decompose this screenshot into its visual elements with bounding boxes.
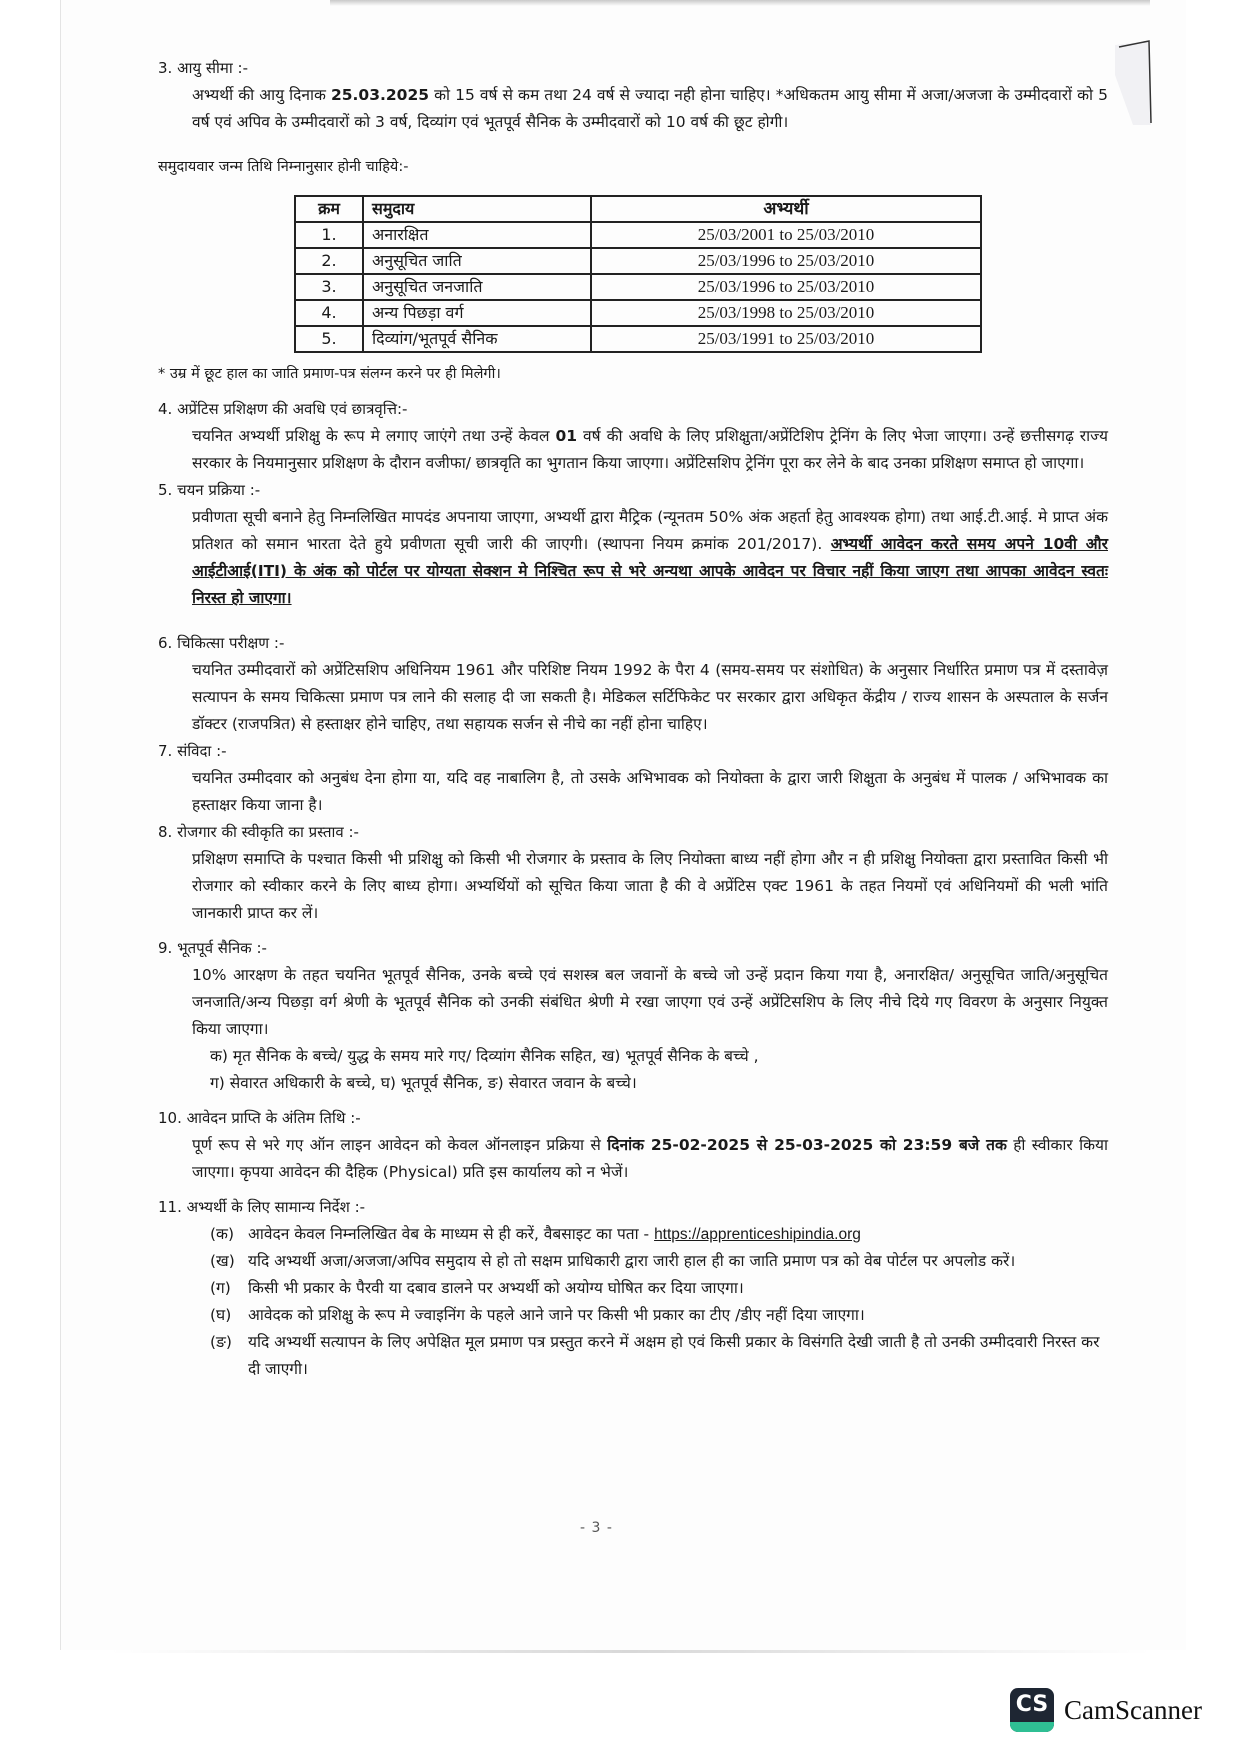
list-item: (क) आवेदन केवल निम्नलिखित वेब के माध्यम से ही करें, वैबसाइट का पता - https://apprenticeshipindia.org [210,1225,861,1243]
camscanner-watermark [1010,1688,1202,1732]
section-selection-process [158,477,1108,612]
section-text: प्रवीणता सूची बनाने हेतु निम्नलिखित मापदंड अपनाया जाएगा, अभ्यर्थी द्वारा मैट्रिक (न्यूनतम 50% अंक अहर्ता हेतु आवश्यक होगा) तथा आई.टी.आई. मे प्राप्त अंक प्रतिशत को समान भारता देते हुये प्रवीणता सूची जारी की जाएगी। (स्थापना नियम क्रमांक 201/2017). अभ्यर्थी आवेदन करते समय अपने 10वी और आईटीआई(ITI) के अंक को पोर्टल पर योग्यता सेक्शन मे निश्चित रूप से भरे अन्यथा आपके आवेदन पर विचार नहीं किया जाएग तथा आपका आवेदन स्वतः निरस्त हो जाएगा। [192,508,1108,607]
camscanner-name: CamScanner [1064,1694,1202,1725]
section-medical-exam [158,630,1108,738]
section-text: चयनित अभ्यर्थी प्रशिक्षु के रूप मे लगाए जाएंगे तथा उन्हें केवल 01 वर्ष की अवधि के लिए प्रशिक्षुता/अप्रेंटिशिप ट्रेनिंग के लिए भेजा जाएगा। उन्हें छत्तीसगढ़ राज्य सरकार के नियमानुसार प्रशिक्षण के दौरान वजीफा/ छात्रवृति का भुगतान किया जाएगा। अप्रेंटिसशिप ट्रेनिंग पूरा कर लेने के बाद उनका प्रशिक्षण समाप्त हो जाएगा। [192,427,1108,472]
priority-list [210,1043,1108,1097]
col-header-sn: क्रम [295,196,363,222]
section-heading: 6. चिकित्सा परीक्षण :- [158,634,285,652]
page-corner-fold-icon [1115,35,1157,125]
section-training-duration [158,396,1108,477]
section-heading: 5. चयन प्रक्रिया :- [158,481,261,499]
section-text: चयनित उम्मीदवार को अनुबंध देना होगा या, यदि वह नाबालिग है, तो उसके अभिभावक को नियोक्ता के द्वारा जारी शिक्षुता के अनुबंध में पालक / अभिभावक का हस्ताक्षर किया जाना है। [192,769,1108,814]
camscanner-logo-icon: CS [1010,1688,1054,1732]
section-ex-servicemen [158,935,1108,1097]
section-text: अभ्यर्थी की आयु दिनाक 25.03.2025 को 15 वर्ष से कम तथा 24 वर्ष से ज्यादा नही होना चाहिए। *अधिकतम आयु सीमा में अजा/अजजा के उम्मीदवारों को 5 वर्ष एवं अपिव के उम्मीदवारों को 3 वर्ष, दिव्यांग एवं भूतपूर्व सैनिक के उम्मीदवारों को 10 वर्ष की छूट होगी। [192,86,1108,131]
section-last-date [158,1105,1108,1186]
section-age-limit [158,55,1108,388]
section-general-instructions [158,1194,1108,1383]
section-text: पूर्ण रूप से भरे गए ऑन लाइन आवेदन को केवल ऑनलाइन प्रक्रिया से दिनांक 25-02-2025 से 25-03-2025 को 23:59 बजे तक ही स्वीकार किया जाएगा। कृपया आवेदन की दैहिक (Physical) प्रति इस कार्यालय को न भेजें। [192,1136,1108,1181]
section-contract [158,738,1108,819]
section-text: 10% आरक्षण के तहत चयनित भूतपूर्व सैनिक, उनके बच्चे एवं सशस्त्र बल जवानों के बच्चे जो उन्हें प्रदान किया गया है, अनारक्षित/ अनुसूचित जाति/अनुसूचित जनजाति/अन्य पिछड़ा वर्ग श्रेणी के भूतपूर्व सैनिक को उनकी संबंधित श्रेणी मे रखा जाएगा एवं उन्हें अप्रेंटिसशिप के लिए नीचे दिये गए विवरण के अनुसार नियुक्त किया जाएगा। [192,966,1108,1038]
section-heading: 7. संविदा :- [158,742,227,760]
table-row: 3. अनुसूचित जनजाति 25/03/1996 to 25/03/2010 [295,274,981,300]
section-heading: 4. अप्रेंटिस प्रशिक्षण की अवधि एवं छात्रवृत्ति:- [158,400,408,418]
list-item: (ख) यदि अभ्यर्थी अजा/अजजा/अपिव समुदाय से हो तो सक्षम प्राधिकारी द्वारा जारी हाल ही का जाति प्रमाण पत्र को वेब पोर्टल पर अपलोड करें। [210,1252,1016,1270]
list-item: (ङ) यदि अभ्यर्थी सत्यापन के लिए अपेक्षित मूल प्रमाण पत्र प्रस्तुत करने में अक्षम हो एवं किसी प्रकार के विसंगति देखी जाती है तो उनकी उम्मीदवारी निरस्त कर दी जाएगी। [210,1333,1100,1378]
scan-top-shadow [330,0,1150,6]
col-header-candidate: अभ्यर्थी [591,196,981,222]
dob-range-table [294,195,982,353]
section-heading: 11. अभ्यर्थी के लिए सामान्य निर्देश :- [158,1198,366,1216]
priority-line: क) मृत सैनिक के बच्चे/ युद्ध के समय मारे गए/ दिव्यांग सैनिक सहित, ख) भूतपूर्व सैनिक के बच्चे , [210,1047,759,1065]
section-text: चयनित उम्मीदवारों को अप्रेंटिसशिप अधिनियम 1961 और परिशिष्ट नियम 1992 के पैरा 4 (समय-समय पर संशोधित) के अनुसार निर्धारित प्रमाण पत्र में दस्तावेज़ सत्यापन के समय चिकित्सा प्रमाण पत्र लाने की सलाह दी जा सकती है। मेडिकल सर्टिफिकेट पर सरकार द्वारा अधिकृत केंद्रीय / राज्य शासन के अस्पताल के सर्जन डॉक्टर (राजपत्रित) से हस्ताक्षर होने चाहिए, तथा सहायक सर्जन से नीचे का नहीं होना चाहिए। [192,661,1108,733]
list-item: (घ) आवेदक को प्रशिक्षु के रूप मे ज्वाइनिंग के पहले आने जाने पर किसी भी प्रकार का टीए /डीए नहीं दिया जाएगा। [210,1306,865,1324]
table-row: 4. अन्य पिछड़ा वर्ग 25/03/1998 to 25/03/2010 [295,300,981,326]
important-notice: अभ्यर्थी आवेदन करते समय अपने 10वी और आईटीआई(ITI) के अंक को पोर्टल पर योग्यता सेक्शन मे निश्चित रूप से भरे अन्यथा आपके आवेदन पर विचार नहीं किया जाएग तथा आपका आवेदन स्वतः निरस्त हो जाएगा। [192,535,1108,607]
deadline: दिनांक 25-02-2025 से 25-03-2025 को 23:59 बजे तक [607,1136,1007,1154]
page-number: - 3 - [580,1520,613,1536]
section-heading: 3. आयु सीमा :- [158,59,248,77]
table-row: 5. दिव्यांग/भूतपूर्व सैनिक 25/03/1991 to 25/03/2010 [295,326,981,352]
section-employment-offer [158,819,1108,927]
table-row: 1. अनारक्षित 25/03/2001 to 25/03/2010 [295,222,981,248]
instruction-list [210,1221,1108,1383]
age-relaxation-note: * उम्र में छूट हाल का जाति प्रमाण-पत्र संलग्न करने पर ही मिलेगी। [158,366,501,382]
scan-bottom-edge [110,1650,1150,1653]
section-text: प्रशिक्षण समाप्ति के पश्चात किसी भी प्रशिक्षु को किसी भी रोजगार के प्रस्ताव के लिए नियोक्ता बाध्य नहीं होगा और न ही प्रशिक्षु नियोक्ता द्वारा प्रस्तावित किसी भी रोजगार को स्वीकार करने के लिए बाध्य होगा। अभ्यर्थियों को सूचित किया जाता है की वे अप्रेंटिस एक्ट 1961 के तहत नियमों एवं अधिनियमों की भली भांति जानकारी प्राप्त कर लें। [192,850,1108,922]
priority-line: ग) सेवारत अधिकारी के बच्चे, घ) भूतपूर्व सैनिक, ङ) सेवारत जवान के बच्चे। [210,1074,637,1092]
section-heading: 9. भूतपूर्व सैनिक :- [158,939,267,957]
table-intro: समुदायवार जन्म तिथि निम्नानुसार होनी चाहिये:- [158,159,409,175]
section-heading: 8. रोजगार की स्वीकृति का प्रस्ताव :- [158,823,359,841]
section-heading: 10. आवेदन प्राप्ति के अंतिम तिथि :- [158,1109,361,1127]
table-row: 2. अनुसूचित जाति 25/03/1996 to 25/03/2010 [295,248,981,274]
col-header-category: समुदाय [363,196,591,222]
table-header-row [295,196,981,222]
document-body [158,55,1108,1383]
list-item: (ग) किसी भी प्रकार के पैरवी या दबाव डालने पर अभ्यर्थी को अयोग्य घोषित कर दिया जाएगा। [210,1279,744,1297]
website-link[interactable]: https://apprenticeshipindia.org [654,1226,861,1243]
